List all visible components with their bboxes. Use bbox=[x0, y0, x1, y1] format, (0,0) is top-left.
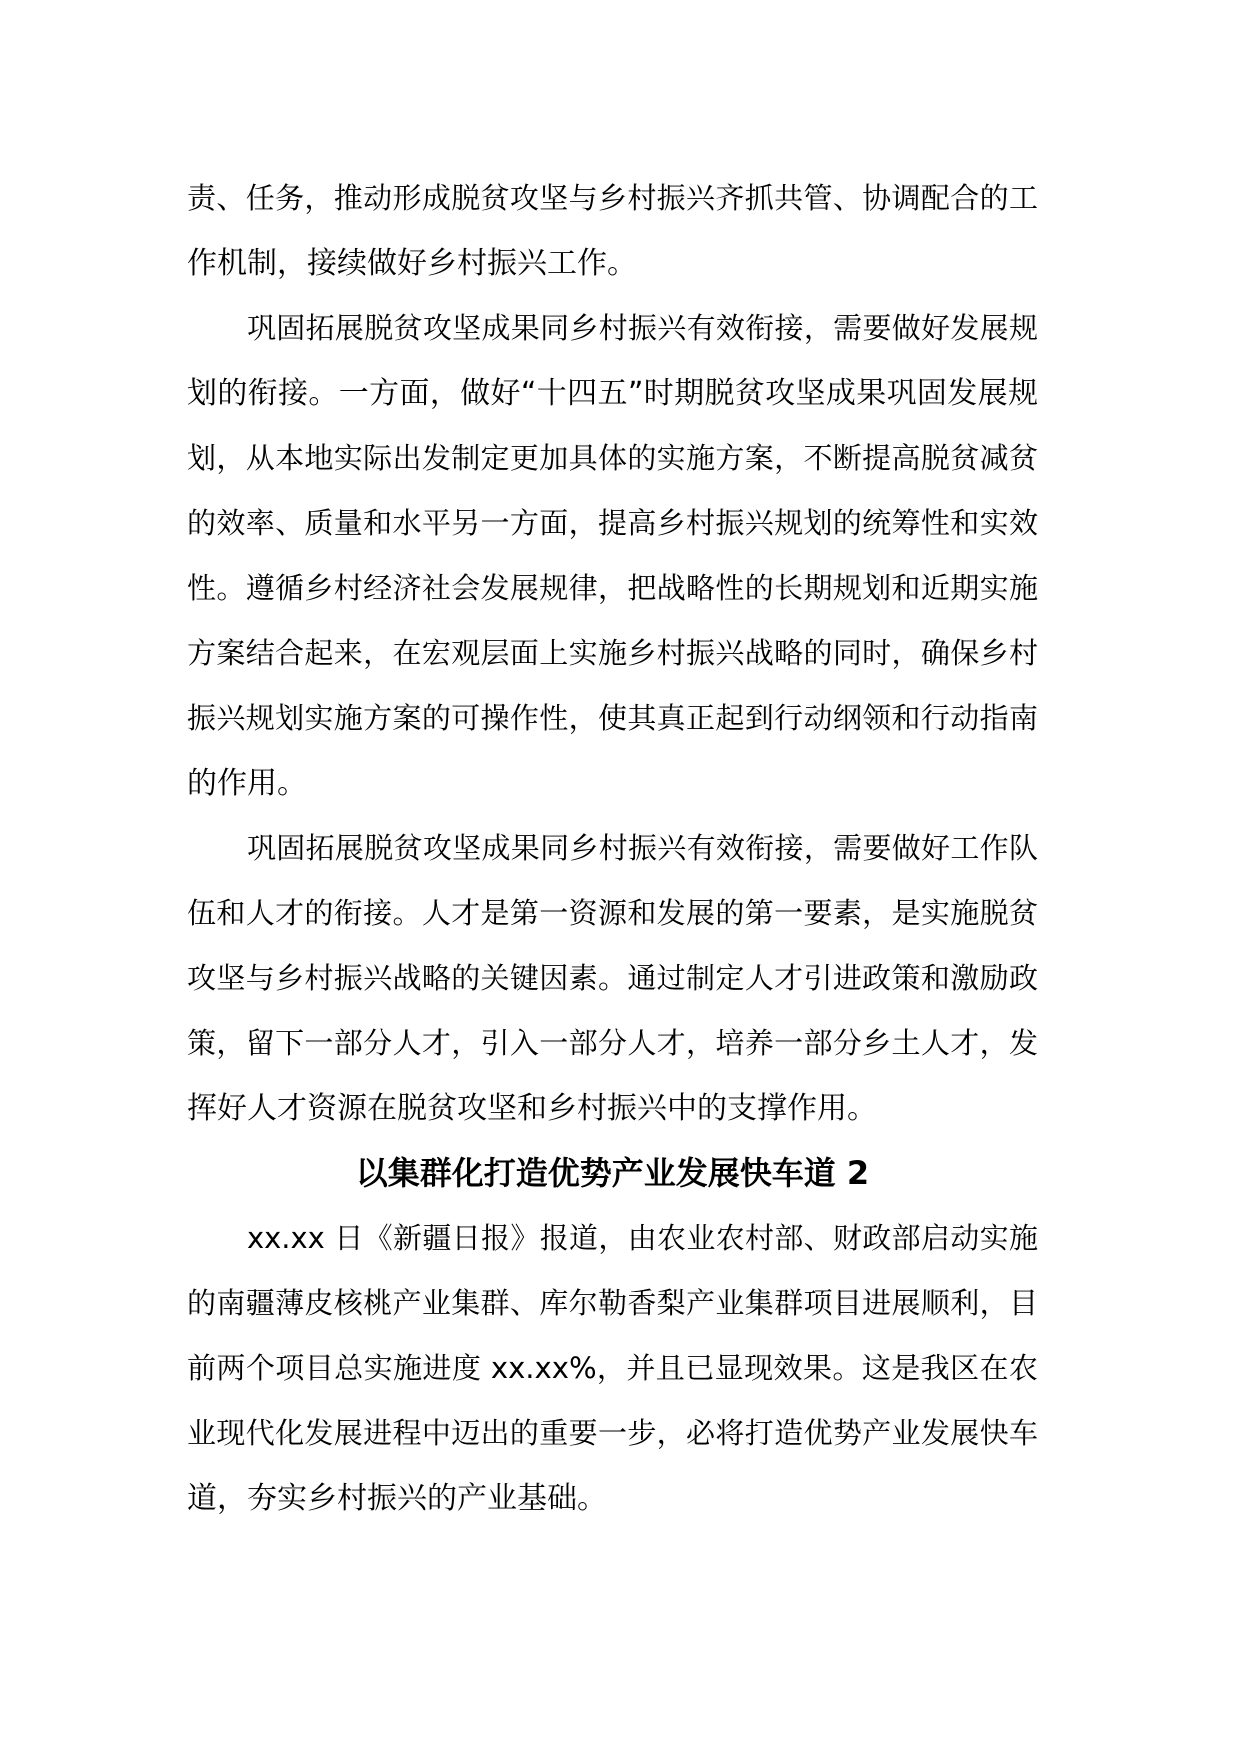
paragraph-1 bbox=[187, 166, 1038, 296]
text-line: 责、任务，推动形成脱贫攻坚与乡村振兴齐抓共管、协调配合的工 bbox=[187, 181, 1038, 215]
text-line: 挥好人才资源在脱贫攻坚和乡村振兴中的支撑作用。 bbox=[187, 1091, 877, 1126]
text-line: 业现代化发展进程中迈出的重要一步，必将打造优势产业发展快车 bbox=[187, 1416, 1038, 1450]
text-line: 振兴规划实施方案的可操作性，使其真正起到行动纲领和行动指南 bbox=[187, 701, 1038, 735]
text-line: 划，从本地实际出发制定更加具体的实施方案，不断提高脱贫减贫 bbox=[187, 441, 1038, 475]
text-line: 前两个项目总实施进度 xx.xx%，并且已显现效果。这是我区在农 bbox=[187, 1351, 1038, 1385]
text-line: 道，夯实乡村振兴的产业基础。 bbox=[187, 1481, 607, 1516]
text-line: 攻坚与乡村振兴战略的关键因素。通过制定人才引进政策和激励政 bbox=[187, 961, 1038, 995]
text-line: 的效率、质量和水平另一方面，提高乡村振兴规划的统筹性和实效 bbox=[187, 506, 1038, 540]
paragraph-4 bbox=[187, 1206, 1038, 1531]
text-line: 划的衔接。一方面，做好“十四五”时期脱贫攻坚成果巩固发展规 bbox=[187, 376, 1038, 411]
paragraph-2 bbox=[187, 296, 1038, 816]
text-line: 的南疆薄皮核桃产业集群、库尔勒香梨产业集群项目进展顺利，目 bbox=[187, 1286, 1038, 1320]
text-line: 伍和人才的衔接。人才是第一资源和发展的第一要素，是实施脱贫 bbox=[187, 896, 1038, 930]
text-line: 巩固拓展脱贫攻坚成果同乡村振兴有效衔接，需要做好发展规 bbox=[247, 311, 1038, 345]
text-line: 方案结合起来，在宏观层面上实施乡村振兴战略的同时，确保乡村 bbox=[187, 636, 1038, 670]
text-line: xx.xx 日《新疆日报》报道，由农业农村部、财政部启动实施 bbox=[247, 1221, 1038, 1255]
section-heading: 以集群化打造优势产业发展快车道 2 bbox=[355, 1154, 870, 1192]
text-line: 策，留下一部分人才，引入一部分人才，培养一部分乡土人才，发 bbox=[187, 1026, 1038, 1060]
text-line: 性。遵循乡村经济社会发展规律，把战略性的长期规划和近期实施 bbox=[187, 571, 1038, 605]
document-body bbox=[187, 166, 1038, 1531]
text-line: 的作用。 bbox=[187, 766, 307, 801]
paragraph-3 bbox=[187, 816, 1038, 1141]
text-line: 巩固拓展脱贫攻坚成果同乡村振兴有效衔接，需要做好工作队 bbox=[247, 831, 1038, 865]
text-line: 作机制，接续做好乡村振兴工作。 bbox=[187, 246, 637, 281]
